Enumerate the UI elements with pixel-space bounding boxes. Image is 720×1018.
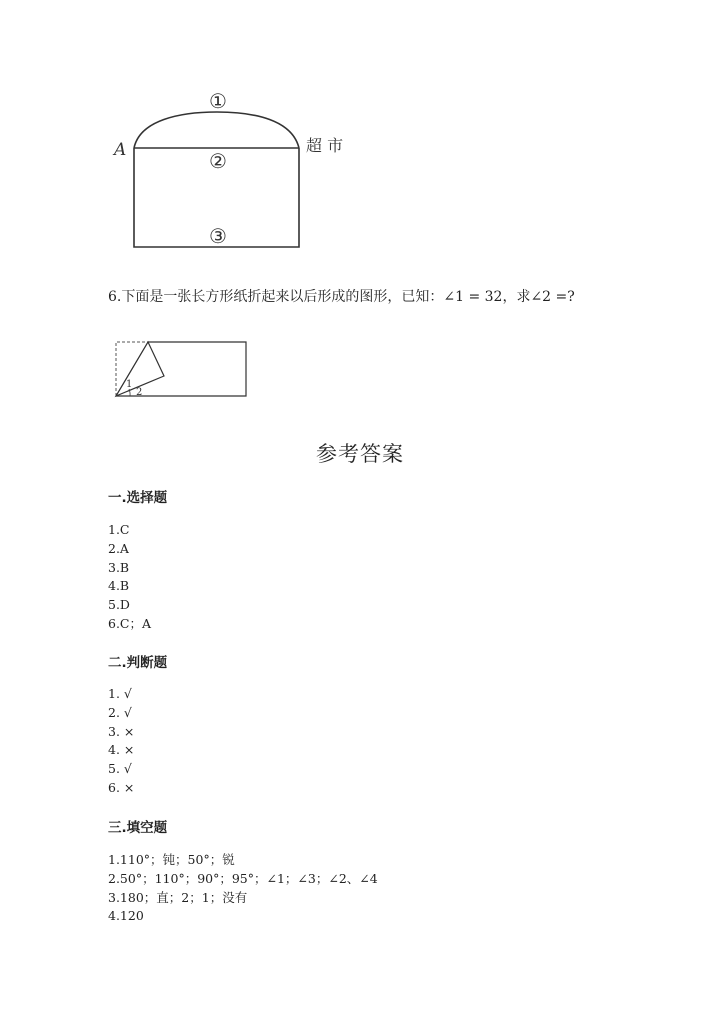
route-3-label: ③ xyxy=(209,224,227,248)
answer-title: 参考答案 xyxy=(316,442,404,466)
list-item: 4.120 xyxy=(108,908,144,924)
list-item: 6. × xyxy=(108,779,135,795)
route-diagram xyxy=(100,80,370,260)
folded-paper-diagram xyxy=(110,336,250,402)
list-item: 1. √ xyxy=(108,686,132,701)
list-item: 5. √ xyxy=(108,761,132,777)
route-1-arc xyxy=(134,112,299,148)
route-1-label: ① xyxy=(209,89,227,113)
list-item: 2.A xyxy=(108,540,129,556)
angle-2-label: 2 xyxy=(136,387,143,398)
point-a-label: A xyxy=(114,140,127,160)
list-item: 6.C；A xyxy=(108,615,152,631)
list-item: 1.C xyxy=(108,522,130,537)
list-item: 4.B xyxy=(108,578,130,594)
judgment-answer-list xyxy=(108,685,134,798)
list-item: 3.B xyxy=(108,559,130,575)
list-item: 2.50°；110°；90°；95°；∠1；∠3；∠2、∠4 xyxy=(108,870,378,886)
list-item: 2. √ xyxy=(108,704,132,720)
choice-answer-list xyxy=(108,521,151,634)
supermarket-label: 超 市 xyxy=(306,136,344,155)
list-item: 5.D xyxy=(108,597,130,613)
list-item: 3. × xyxy=(108,723,135,739)
list-item: 4. × xyxy=(108,742,135,758)
list-item: 3.180；直；2；1；没有 xyxy=(108,889,248,905)
fill-blank-answer-list xyxy=(108,851,378,926)
route-2-label: ② xyxy=(209,149,227,173)
question-6-text: 6.下面是一张长方形纸折起来以后形成的图形，已知：∠1 = 32，求∠2 =? xyxy=(108,289,575,305)
section-heading-choice: 一.选择题 xyxy=(108,490,168,506)
section-heading-judgment: 二.判断题 xyxy=(108,655,168,671)
list-item: 1.110°；钝；50°；锐 xyxy=(108,852,235,867)
angle-1-label: 1 xyxy=(126,379,133,390)
section-heading-fill-blank: 三.填空题 xyxy=(108,820,168,836)
